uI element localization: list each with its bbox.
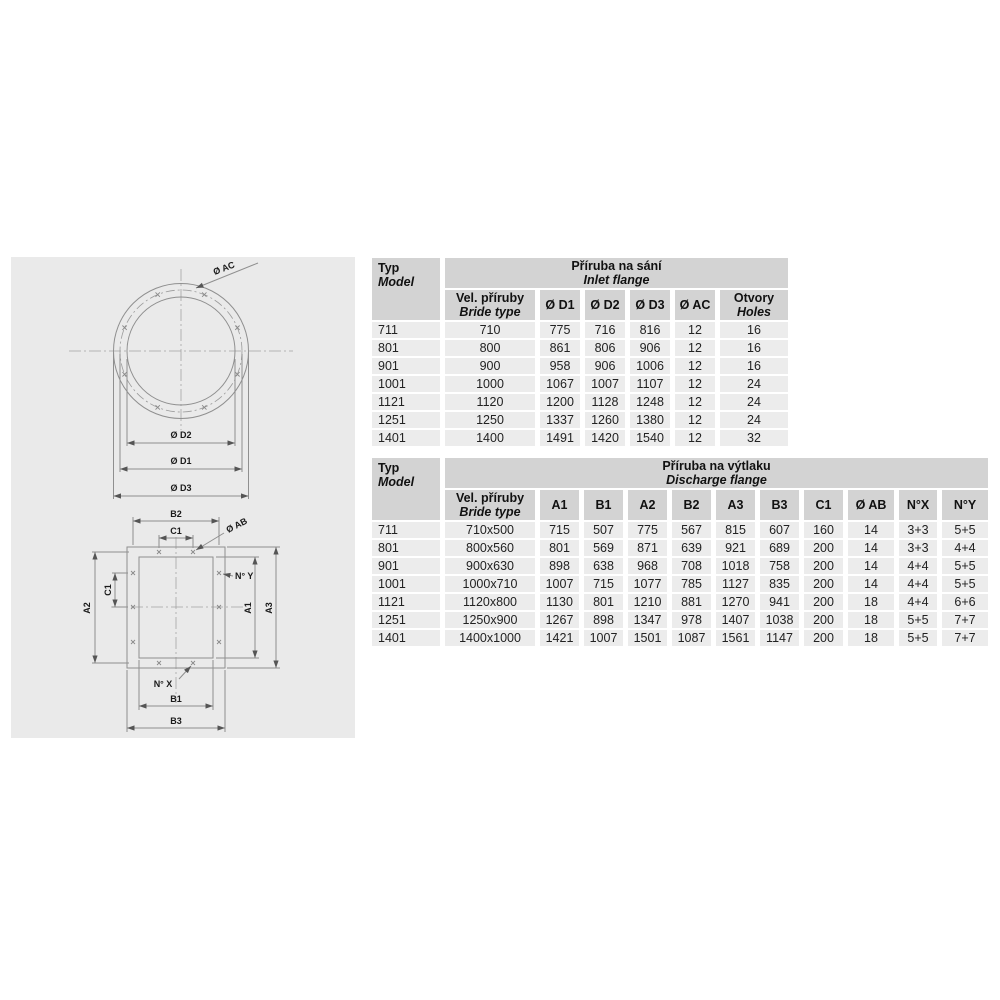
cell: 639: [672, 540, 711, 556]
cell: 689: [760, 540, 799, 556]
cell: 1067: [540, 376, 580, 392]
cell: 200: [804, 612, 843, 628]
table-row: [372, 322, 788, 338]
header-line-1: B2: [683, 498, 700, 512]
cell: 5+5: [942, 522, 988, 538]
bolt-hole-mark: [122, 372, 126, 376]
bolt-hole-mark: [157, 550, 161, 554]
cell: 716: [585, 322, 625, 338]
cell: 607: [760, 522, 799, 538]
cell: 1121: [372, 394, 440, 410]
dim-label-b2: B2: [170, 509, 182, 519]
cell: 1128: [585, 394, 625, 410]
cell: 1007: [584, 630, 623, 646]
cell: 1000: [445, 376, 535, 392]
bolt-hole-mark: [191, 550, 195, 554]
cell: 18: [848, 594, 894, 610]
cell: 1127: [716, 576, 755, 592]
column-header: [672, 490, 711, 520]
bolt-hole-mark: [122, 326, 126, 330]
cell: 1001: [372, 376, 440, 392]
cell: 12: [675, 430, 715, 446]
bolt-hole-mark: [202, 292, 206, 296]
cell: 7+7: [942, 612, 988, 628]
cell: 711: [372, 322, 440, 338]
header-line-1: Ø AC: [679, 298, 711, 312]
cell: 12: [675, 340, 715, 356]
column-header: [720, 290, 788, 320]
cell: 1400x1000: [445, 630, 535, 646]
cell: 12: [675, 322, 715, 338]
cell: 758: [760, 558, 799, 574]
cell: 1380: [630, 412, 670, 428]
header-line-1: Ø AB: [855, 498, 887, 512]
bolt-hole-mark: [217, 640, 221, 644]
table-row: [372, 522, 988, 538]
header-line-1: N°X: [906, 498, 930, 512]
table-row: [372, 340, 788, 356]
cell: 1401: [372, 430, 440, 446]
discharge-flange-diagram: [11, 507, 355, 737]
column-header: [585, 290, 625, 320]
cell: 806: [585, 340, 625, 356]
header-line-1: A1: [551, 498, 568, 512]
cell: 978: [672, 612, 711, 628]
cell: 3+3: [899, 522, 937, 538]
header-line-1: Příruba na výtlaku: [662, 459, 771, 473]
header-line-1: Otvory: [733, 291, 775, 305]
cell: 5+5: [899, 630, 937, 646]
corner-cell: [372, 458, 440, 520]
cell: 1121: [372, 594, 440, 610]
cell: 815: [716, 522, 755, 538]
bolt-hole-mark: [131, 640, 135, 644]
cell: 715: [540, 522, 579, 538]
header-line-2: Bride type: [459, 505, 521, 519]
cell: 7+7: [942, 630, 988, 646]
discharge-flange-table: [367, 456, 993, 648]
drawings-panel: [11, 257, 355, 738]
corner-cell: [372, 258, 440, 320]
inlet-flange-table: [367, 256, 793, 448]
cell: 1006: [630, 358, 670, 374]
cell: 958: [540, 358, 580, 374]
cell: 710x500: [445, 522, 535, 538]
cell: 5+5: [899, 612, 937, 628]
header-title-row: [372, 258, 788, 288]
bolt-hole-mark: [156, 405, 160, 409]
table-row: [372, 540, 988, 556]
cell: 12: [675, 358, 715, 374]
cell: 16: [720, 358, 788, 374]
cell: 32: [720, 430, 788, 446]
cell: 1147: [760, 630, 799, 646]
cell: 968: [628, 558, 667, 574]
header-line-1: C1: [815, 498, 832, 512]
cell: 921: [716, 540, 755, 556]
cell: 569: [584, 540, 623, 556]
column-header: [540, 290, 580, 320]
column-header: [804, 490, 843, 520]
cell: 1421: [540, 630, 579, 646]
cell: 1120: [445, 394, 535, 410]
cell: 801: [372, 540, 440, 556]
cell: 24: [720, 412, 788, 428]
header-line-1: Příruba na sání: [571, 259, 662, 273]
table-title-cell: [445, 458, 988, 488]
dim-label-a2: A2: [82, 602, 92, 614]
table-row: [372, 594, 988, 610]
header-line-1: Ø D3: [635, 298, 665, 312]
header-line-1: N°Y: [953, 498, 977, 512]
cell: 1347: [628, 612, 667, 628]
header-line-1: Vel. příruby: [455, 291, 525, 305]
cell: 1407: [716, 612, 755, 628]
cell: 16: [720, 322, 788, 338]
dim-label-ac: Ø AC: [211, 259, 237, 277]
header-columns-row: [372, 490, 988, 520]
cell: 1540: [630, 430, 670, 446]
cell: 638: [584, 558, 623, 574]
cell: 901: [372, 358, 440, 374]
header-line-1: Vel. příruby: [455, 491, 525, 505]
cell: 18: [848, 630, 894, 646]
bolt-hole-mark: [191, 661, 195, 665]
cell: 18: [848, 612, 894, 628]
dim-label-a1: A1: [243, 602, 253, 614]
cell: 14: [848, 558, 894, 574]
cell: 1260: [585, 412, 625, 428]
bolt-hole-mark: [156, 292, 160, 296]
column-header: [630, 290, 670, 320]
bolt-hole-mark: [131, 571, 135, 575]
column-header: [716, 490, 755, 520]
dim-label-ny: N° Y: [235, 571, 254, 581]
cell: 5+5: [942, 558, 988, 574]
cell: 12: [675, 394, 715, 410]
cell: 4+4: [899, 576, 937, 592]
cell: 1107: [630, 376, 670, 392]
cell: 1400: [445, 430, 535, 446]
cell: 1007: [585, 376, 625, 392]
cell: 1001: [372, 576, 440, 592]
cell: 24: [720, 376, 788, 392]
column-header: [675, 290, 715, 320]
cell: 711: [372, 522, 440, 538]
cell: 800x560: [445, 540, 535, 556]
dim-label-c1-top: C1: [170, 526, 182, 536]
dim-label-d3: Ø D3: [170, 483, 192, 493]
header-line-1: B1: [595, 498, 612, 512]
bolt-hole-mark: [235, 372, 239, 376]
inlet-flange-diagram: [11, 257, 355, 507]
cell: 898: [584, 612, 623, 628]
cell: 1250x900: [445, 612, 535, 628]
header-line-2: Model: [378, 275, 415, 289]
cell: 881: [672, 594, 711, 610]
dim-label-d2: Ø D2: [170, 430, 192, 440]
bolt-hole-mark: [202, 405, 206, 409]
table-row: [372, 576, 988, 592]
dim-label-nx: N° X: [153, 679, 173, 689]
dim-label-a3: A3: [264, 602, 274, 614]
column-header: [540, 490, 579, 520]
cell: 507: [584, 522, 623, 538]
cell: 1007: [540, 576, 579, 592]
cell: 6+6: [942, 594, 988, 610]
cell: 801: [584, 594, 623, 610]
cell: 861: [540, 340, 580, 356]
cell: 1130: [540, 594, 579, 610]
column-header: [942, 490, 988, 520]
table-row: [372, 394, 788, 410]
cell: 160: [804, 522, 843, 538]
header-line-2: Model: [378, 475, 415, 489]
cell: 801: [540, 540, 579, 556]
column-header: [899, 490, 937, 520]
cell: 16: [720, 340, 788, 356]
cell: 14: [848, 576, 894, 592]
header-line-1: Typ: [378, 461, 400, 475]
table-row: [372, 376, 788, 392]
cell: 200: [804, 558, 843, 574]
cell: 200: [804, 630, 843, 646]
cell: 1420: [585, 430, 625, 446]
cell: 775: [540, 322, 580, 338]
header-line-1: A2: [639, 498, 656, 512]
cell: 775: [628, 522, 667, 538]
dim-label-c1-left: C1: [103, 584, 113, 596]
column-header: [760, 490, 799, 520]
cell: 4+4: [942, 540, 988, 556]
header-line-2: Bride type: [459, 305, 521, 319]
dim-label-d1: Ø D1: [170, 456, 192, 466]
cell: 1018: [716, 558, 755, 574]
cell: 200: [804, 540, 843, 556]
cell: 12: [675, 376, 715, 392]
table-row: [372, 412, 788, 428]
column-header: [584, 490, 623, 520]
cell: 710: [445, 322, 535, 338]
cell: 1337: [540, 412, 580, 428]
cell: 941: [760, 594, 799, 610]
cell: 1200: [540, 394, 580, 410]
cell: 1077: [628, 576, 667, 592]
cell: 4+4: [899, 558, 937, 574]
cell: 900: [445, 358, 535, 374]
cell: 1251: [372, 612, 440, 628]
cell: 5+5: [942, 576, 988, 592]
table-title-cell: [445, 258, 788, 288]
cell: 906: [630, 340, 670, 356]
cell: 1267: [540, 612, 579, 628]
header-line-1: B3: [771, 498, 788, 512]
header-line-1: Ø D2: [590, 298, 620, 312]
cell: 906: [585, 358, 625, 374]
cell: 785: [672, 576, 711, 592]
cell: 1248: [630, 394, 670, 410]
cell: 708: [672, 558, 711, 574]
cell: 200: [804, 594, 843, 610]
cell: 14: [848, 540, 894, 556]
cell: 1087: [672, 630, 711, 646]
cell: 1120x800: [445, 594, 535, 610]
cell: 1491: [540, 430, 580, 446]
header-line-2: Inlet flange: [583, 273, 650, 287]
header-line-2: Holes: [736, 305, 772, 319]
cell: 715: [584, 576, 623, 592]
table-row: [372, 612, 988, 628]
cell: 4+4: [899, 594, 937, 610]
cell: 14: [848, 522, 894, 538]
cell: 1250: [445, 412, 535, 428]
cell: 1561: [716, 630, 755, 646]
table-row: [372, 430, 788, 446]
cell: 12: [675, 412, 715, 428]
bolt-hole-mark: [157, 661, 161, 665]
cell: 567: [672, 522, 711, 538]
dim-label-b1: B1: [170, 694, 182, 704]
column-header: [848, 490, 894, 520]
cell: 835: [760, 576, 799, 592]
header-line-1: Ø D1: [545, 298, 575, 312]
header-title-row: [372, 458, 988, 488]
cell: 1038: [760, 612, 799, 628]
dim-label-b3: B3: [170, 716, 182, 726]
cell: 816: [630, 322, 670, 338]
table-row: [372, 358, 788, 374]
dim-label-ab: Ø AB: [224, 515, 249, 535]
cell: 900x630: [445, 558, 535, 574]
bolt-hole-mark: [235, 326, 239, 330]
column-header: [628, 490, 667, 520]
cell: 1270: [716, 594, 755, 610]
column-header: [445, 490, 535, 520]
cell: 3+3: [899, 540, 937, 556]
cell: 1501: [628, 630, 667, 646]
table-row: [372, 630, 988, 646]
cell: 1000x710: [445, 576, 535, 592]
header-line-1: A3: [727, 498, 744, 512]
cell: 24: [720, 394, 788, 410]
cell: 1401: [372, 630, 440, 646]
header-line-2: Discharge flange: [666, 473, 767, 487]
cell: 1251: [372, 412, 440, 428]
table-row: [372, 558, 988, 574]
bolt-hole-mark: [217, 571, 221, 575]
column-header: [445, 290, 535, 320]
cell: 901: [372, 558, 440, 574]
cell: 801: [372, 340, 440, 356]
cell: 898: [540, 558, 579, 574]
cell: 200: [804, 576, 843, 592]
cell: 1210: [628, 594, 667, 610]
cell: 800: [445, 340, 535, 356]
cell: 871: [628, 540, 667, 556]
header-line-1: Typ: [378, 261, 400, 275]
